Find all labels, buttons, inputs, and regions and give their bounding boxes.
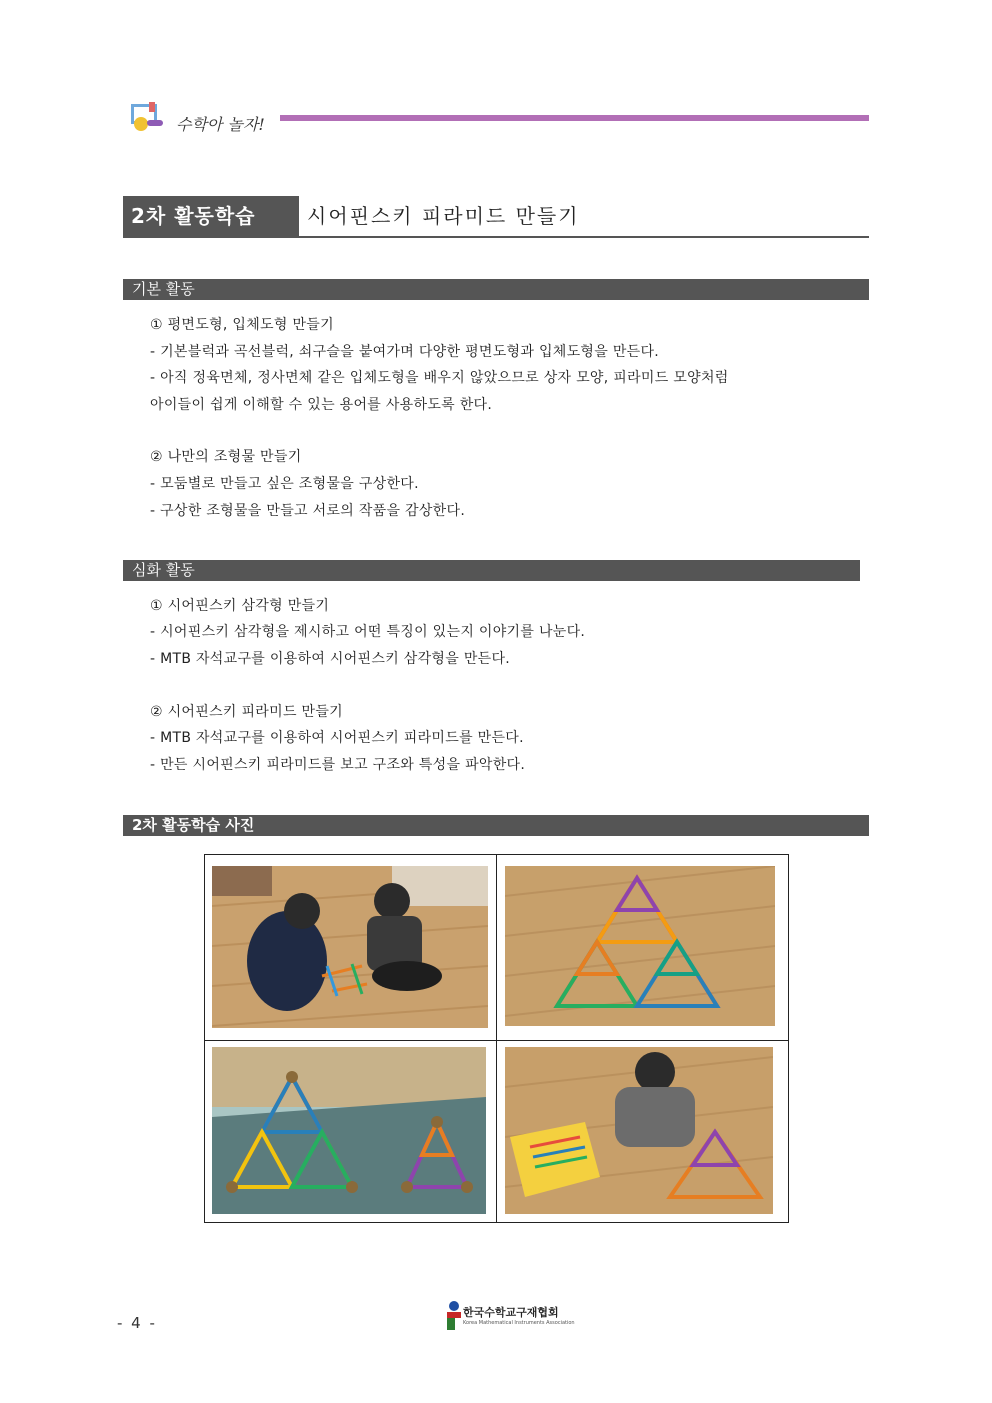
- activity-label: 2차 활동학습: [123, 196, 299, 236]
- photo-pyramids-table: [212, 1047, 486, 1214]
- advanced-line: - MTB 자석교구를 이용하여 시어핀스키 피라미드를 만든다.: [150, 730, 524, 746]
- grid-divider: [205, 1040, 788, 1041]
- activity-title: 시어핀스키 피라미드 만들기: [307, 204, 580, 228]
- photo-sierpinski-triangle: [505, 866, 775, 1026]
- basic-line: - 모둠별로 만들고 싶은 조형물을 구상한다.: [150, 476, 419, 492]
- photo-children-building: [212, 866, 488, 1028]
- page-number: - 4 -: [117, 1314, 157, 1332]
- organization-name: 한국수학교구재협회: [463, 1306, 559, 1319]
- header-accent-line: [280, 115, 869, 121]
- advanced-line: - 만든 시어핀스키 피라미드를 보고 구조와 특성을 파악한다.: [150, 757, 526, 773]
- photo-grid: [204, 854, 789, 1223]
- advanced-line: - MTB 자석교구를 이용하여 시어핀스키 삼각형을 만든다.: [150, 651, 511, 667]
- advanced-heading: 심화 활동: [123, 560, 860, 581]
- basic-line: - 아직 정육면체, 정사면체 같은 입체도형을 배우지 않았으므로 상자 모양, 피라미드 모양처럼: [150, 370, 729, 386]
- basic-line: 아이들이 쉽게 이해할 수 있는 용어를 사용하도록 한다.: [150, 397, 493, 413]
- header-title: 수학아 놀자!: [176, 115, 265, 134]
- grid-divider: [496, 855, 497, 1222]
- basic-heading: 기본 활동: [123, 279, 869, 300]
- organization-english-name: Korea Mathematical Instruments Association: [463, 1320, 575, 1326]
- advanced-line: - 시어핀스키 삼각형을 제시하고 어떤 특징이 있는지 이야기를 나눈다.: [150, 624, 586, 640]
- basic-line: - 기본블럭과 곡선블럭, 쇠구슬을 붙여가며 다양한 평면도형과 입체도형을 만든다.: [150, 344, 660, 360]
- basic-line: ① 평면도형, 입체도형 만들기: [150, 317, 334, 333]
- advanced-line: ② 시어핀스키 피라미드 만들기: [150, 704, 343, 720]
- advanced-line: ① 시어핀스키 삼각형 만들기: [150, 598, 330, 614]
- photos-heading: 2차 활동학습 사진: [123, 815, 869, 836]
- header-logo-icon: [131, 102, 165, 134]
- basic-line: ② 나만의 조형물 만들기: [150, 449, 302, 465]
- basic-line: - 구상한 조형물을 만들고 서로의 작품을 감상한다.: [150, 503, 466, 519]
- activity-title-box: [123, 196, 869, 238]
- photo-boy-building: [505, 1047, 773, 1214]
